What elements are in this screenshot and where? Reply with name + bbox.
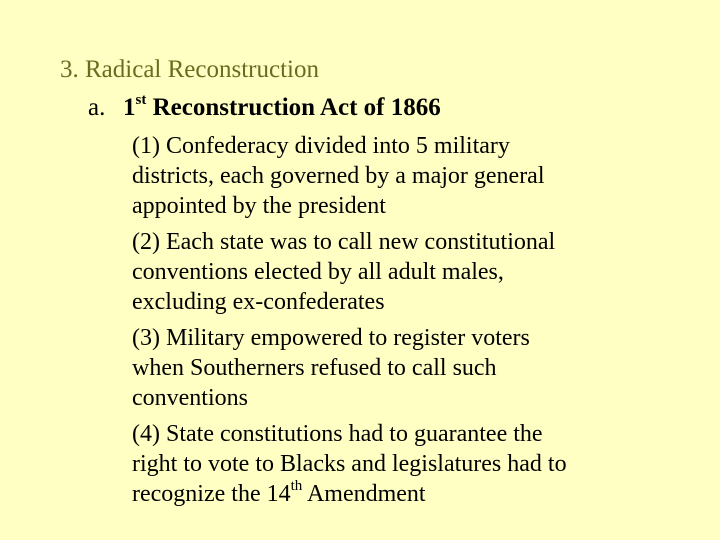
ordinal-number: 1 [123,94,136,121]
list-item-4 [132,419,692,509]
subheading-title [123,91,441,121]
list-item-3 [132,323,692,413]
item-line: (2) Each state was to call new constitutional [132,229,556,255]
item-line: conventions [132,385,248,411]
item-line: excluding ex-confederates [132,289,385,315]
item-line: districts, each governed by a major general [132,163,545,189]
amendment-ordinal-suffix: th [290,478,303,494]
item-list [132,131,692,515]
item-line: conventions elected by all adult males, [132,259,504,285]
slide-heading: 3. Radical Reconstruction [60,56,319,83]
amendment-prefix: recognize the 14 [132,481,291,507]
item-line: right to vote to Blacks and legislatures had to [132,451,567,477]
subheading-title-rest: Reconstruction Act of 1866 [146,94,441,121]
item-line: (4) State constitutions had to guarantee the [132,421,543,447]
amendment-rest: Amendment [302,481,426,507]
list-item-2 [132,227,692,317]
list-item-1 [132,131,692,221]
item-line: when Southerners refused to call such [132,355,497,381]
ordinal-suffix: st [135,91,147,108]
subheading [88,92,441,124]
item-line: (1) Confederacy divided into 5 military [132,133,510,159]
item-line-last [132,479,692,509]
item-line: (3) Military empowered to register voters [132,325,530,351]
subheading-marker: a. [88,94,106,121]
item-line: appointed by the president [132,193,386,219]
